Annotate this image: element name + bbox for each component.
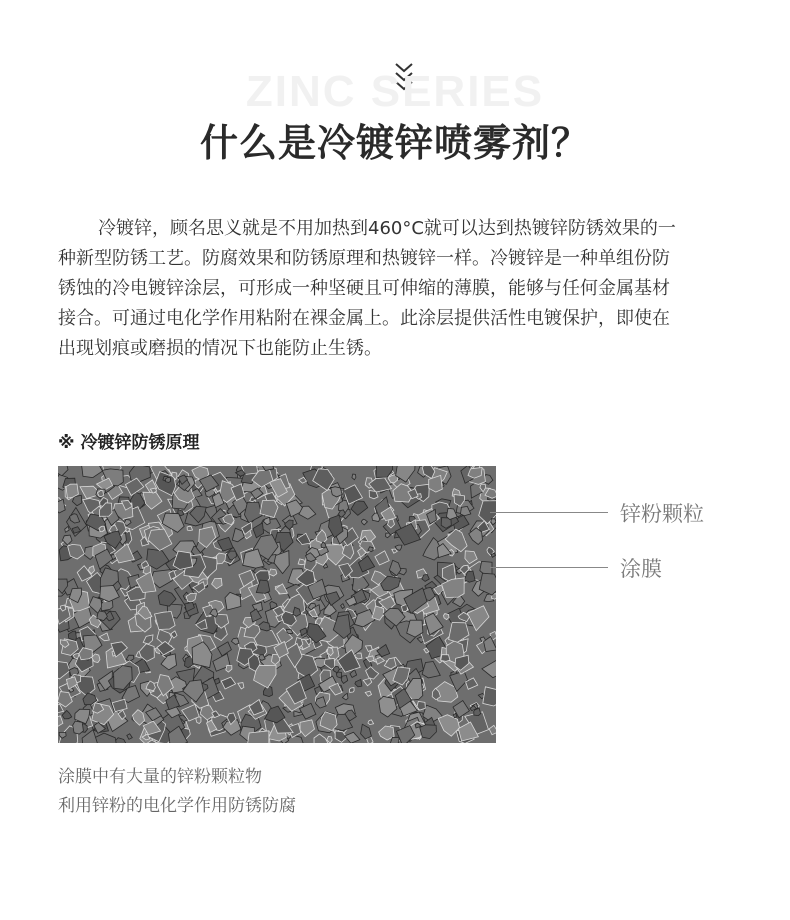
zinc-micrograph-image	[58, 466, 496, 743]
intro-line: 锈蚀的冷电镀锌涂层，可形成一种坚硬且可伸缩的薄膜，能够与任何金属基材	[58, 278, 670, 299]
caption-line: 利用锌粉的电化学作用防锈防腐	[58, 796, 296, 816]
intro-paragraph	[58, 214, 748, 364]
watermark-text: ZINC SERIES	[245, 67, 545, 116]
label-coating: 涂膜	[620, 557, 662, 581]
intro-line: 出现划痕或磨损的情况下也能防止生锈。	[58, 338, 382, 359]
caption-line: 涂膜中有大量的锌粉颗粒物	[58, 767, 262, 787]
label-zinc-particles: 锌粉颗粒	[620, 502, 704, 526]
section-title: ※ 冷镀锌防锈原理	[58, 433, 200, 453]
intro-line: 接合。可通过电化学作用粘附在裸金属上。此涂层提供活性电镀保护，即使在	[58, 308, 670, 329]
intro-line: 冷镀锌，顾名思义就是不用加热到460°C就可以达到热镀锌防锈效果的一	[98, 218, 676, 239]
leader-line-coating	[490, 567, 608, 568]
leader-line-zinc-particles	[490, 512, 608, 513]
page-title: 什么是冷镀锌喷雾剂？	[199, 121, 590, 165]
intro-line: 种新型防锈工艺。防腐效果和防锈原理和热镀锌一样。冷镀锌是一种单组份防	[58, 248, 670, 269]
